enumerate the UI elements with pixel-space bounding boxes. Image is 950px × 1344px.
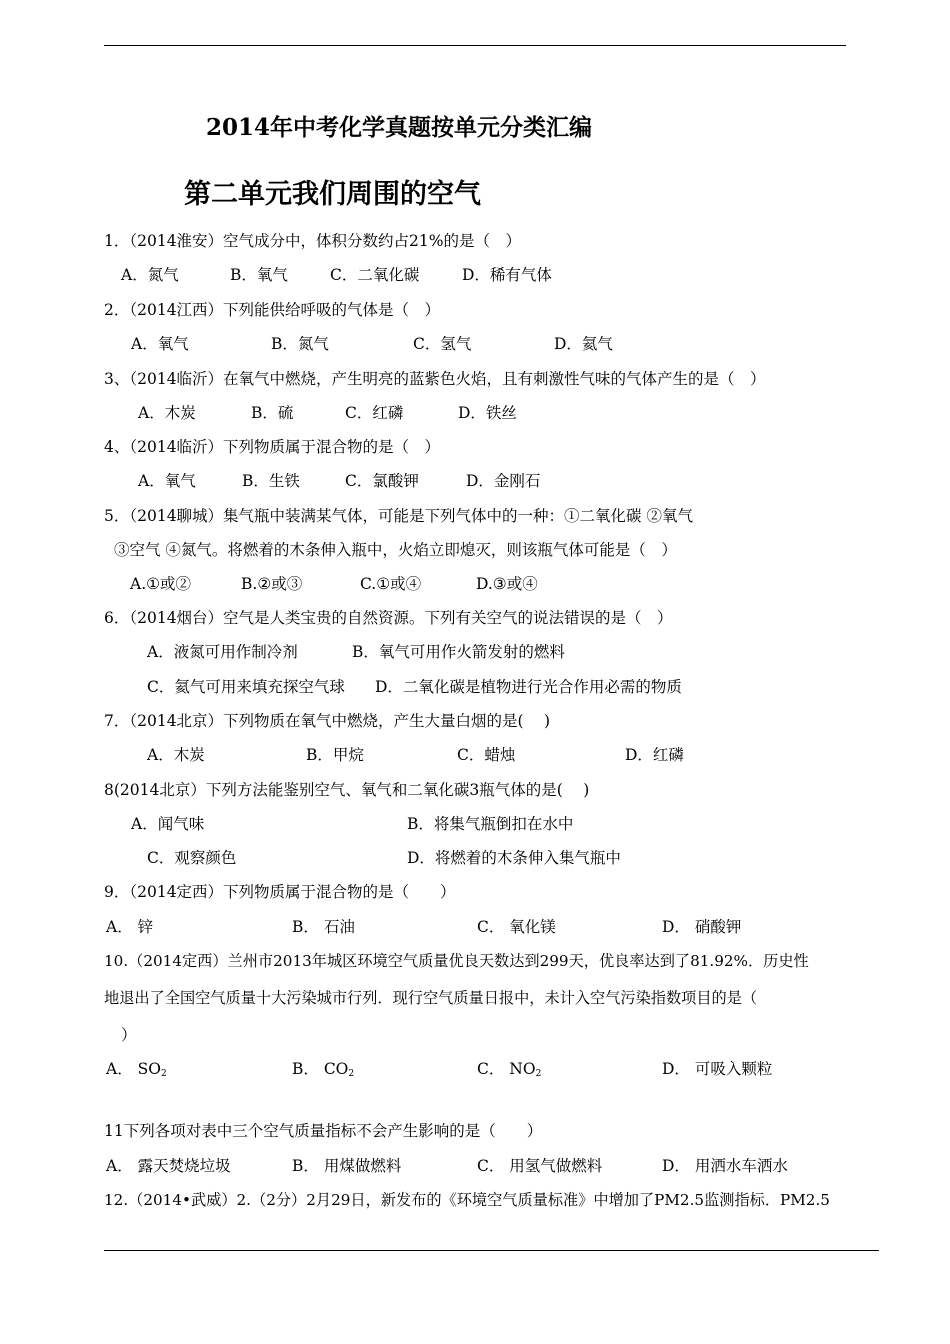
question-4-option-c: C．氯酸钾 <box>345 472 419 490</box>
question-10-stem-line-3: ） <box>121 1026 137 1044</box>
question-11-option-c: C． 用氢气做燃料 <box>477 1157 603 1175</box>
question-8-option-c: C．观察颜色 <box>147 849 237 867</box>
question-5-stem-line-2: ③空气 ④氮气。将燃着的木条伸入瓶中，火焰立即熄灭，则该瓶气体可能是（ ） <box>114 541 677 559</box>
question-6-option-a: A．液氮可用作制冷剂 <box>147 643 298 661</box>
question-2-option-a: A．氧气 <box>131 335 189 353</box>
question-6-option-c: C．氦气可用来填充探空气球 <box>147 678 345 696</box>
header-rule <box>104 45 846 46</box>
question-7-stem: 7．（2014北京）下列物质在氧气中燃烧，产生大量白烟的是( ) <box>104 712 551 730</box>
question-11-option-a: A． 露天焚烧垃圾 <box>106 1157 231 1175</box>
question-10-option-d: D． 可吸入颗粒 <box>662 1060 773 1078</box>
question-10-stem-line-2: 地退出了全国空气质量十大污染城市行列．现行空气质量日报中，未计入空气污染指数项目的是（ <box>104 989 758 1007</box>
question-5-option-d: D.③或④ <box>476 575 538 593</box>
question-8-option-d: D．将燃着的木条伸入集气瓶中 <box>407 849 621 867</box>
question-5-option-a: A.①或② <box>130 575 192 593</box>
question-2-option-d: D．氦气 <box>554 335 613 353</box>
question-10-option-b: B． $CO_2$ <box>292 1060 355 1079</box>
question-4-stem: 4、（2014临沂）下列物质属于混合物的是（ ） <box>104 438 441 456</box>
question-11-option-b: B． 用煤做燃料 <box>292 1157 402 1175</box>
question-3-option-c: C．红磷 <box>345 404 404 422</box>
question-7-option-d: D．红磷 <box>625 746 684 764</box>
question-5-stem-line-1: 5．（2014聊城）集气瓶中装满某气体，可能是下列气体中的一种：①二氧化碳 ②氧气 <box>104 507 693 525</box>
question-6-option-d: D．二氧化碳是植物进行光合作用必需的物质 <box>375 678 682 696</box>
question-11-stem: 11下列各项对表中三个空气质量指标不会产生影响的是（ ） <box>104 1122 543 1140</box>
document-title: 2014年中考化学真题按单元分类汇编 <box>206 114 593 141</box>
unit-title: 第二单元我们周围的空气 <box>184 179 481 210</box>
question-9-option-c: C． 氧化镁 <box>477 918 556 936</box>
question-9-option-a: A． 锌 <box>106 918 154 936</box>
question-4-option-d: D．金刚石 <box>466 472 541 490</box>
question-6-stem: 6．（2014烟台）空气是人类宝贵的自然资源。下列有关空气的说法错误的是（ ） <box>104 609 673 627</box>
footer-rule <box>104 1250 879 1251</box>
question-6-option-b: B．氧气可用作火箭发射的燃料 <box>352 643 565 661</box>
question-4-option-b: B．生铁 <box>242 472 300 490</box>
question-3-option-a: A．木炭 <box>138 404 196 422</box>
question-5-option-b: B.②或③ <box>241 575 303 593</box>
question-1-option-b: B．氧气 <box>230 266 288 284</box>
question-7-option-a: A．木炭 <box>147 746 205 764</box>
question-1-option-c: C．二氧化碳 <box>330 266 420 284</box>
question-10-option-a: A． $SO_2$ <box>106 1060 167 1079</box>
question-1-option-d: D．稀有气体 <box>462 266 552 284</box>
question-1-option-a: A．氮气 <box>121 266 179 284</box>
question-2-option-c: C．氢气 <box>413 335 472 353</box>
question-1-stem: 1．（2014淮安）空气成分中，体积分数约占21%的是（ ） <box>104 232 522 250</box>
question-3-option-b: B．硫 <box>251 404 294 422</box>
question-10-option-c: C． $NO_2$ <box>477 1060 542 1079</box>
question-9-option-d: D． 硝酸钾 <box>662 918 742 936</box>
question-2-option-b: B．氮气 <box>271 335 329 353</box>
question-4-option-a: A．氧气 <box>138 472 196 490</box>
question-8-stem: 8(2014北京）下列方法能鉴别空气、氧气和二氧化碳3瓶气体的是( ) <box>104 781 590 799</box>
question-9-option-b: B． 石油 <box>292 918 355 936</box>
question-7-option-b: B．甲烷 <box>306 746 364 764</box>
question-10-stem-line-1: 10.（2014定西）兰州市2013年城区环境空气质量优良天数达到299天，优良率达到了81.92%．历史性 <box>104 952 809 970</box>
question-2-stem: 2．（2014江西）下列能供给呼吸的气体是（ ） <box>104 301 441 319</box>
question-8-option-a: A．闻气味 <box>131 815 205 833</box>
question-8-option-b: B．将集气瓶倒扣在水中 <box>407 815 574 833</box>
question-3-stem: 3、（2014临沂）在氧气中燃烧，产生明亮的蓝紫色火焰，且有刺激性气味的气体产生的是（ ） <box>104 370 766 388</box>
question-11-option-d: D． 用洒水车洒水 <box>662 1157 788 1175</box>
question-12-stem: 12.（2014•武威）2.（2分）2月29日，新发布的《环境空气质量标准》中增加了PM2.5监测指标．PM2.5 <box>104 1191 830 1209</box>
question-7-option-c: C．蜡烛 <box>457 746 516 764</box>
question-5-option-c: C.①或④ <box>360 575 422 593</box>
question-3-option-d: D．铁丝 <box>458 404 517 422</box>
question-9-stem: 9．（2014定西）下列物质属于混合物的是（ ） <box>104 883 456 901</box>
